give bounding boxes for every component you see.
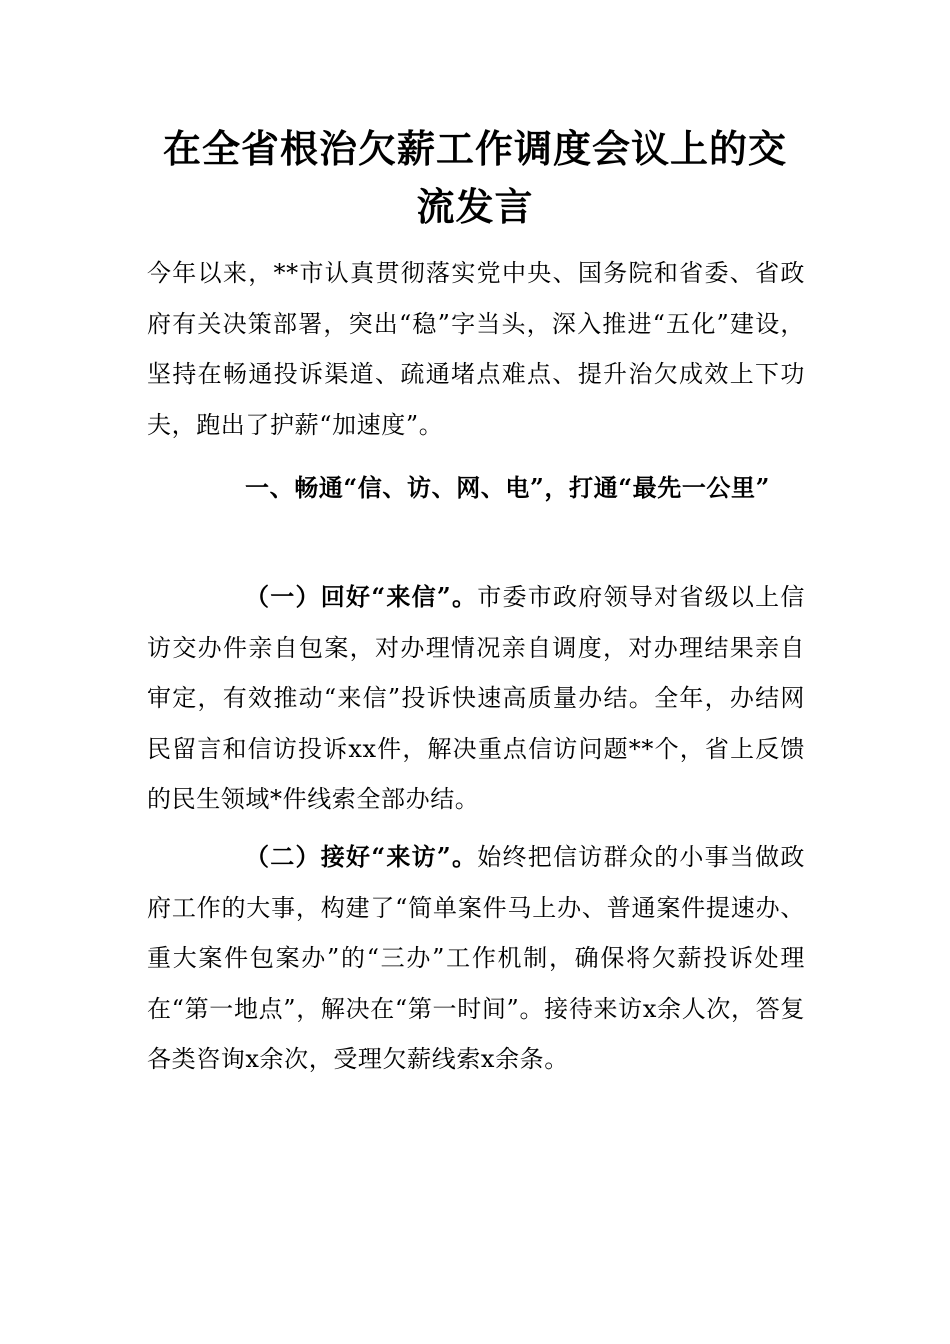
item-text-1: 市委市政府领导对省级以上信访交办件亲自包案，对办理情况亲自调度，对办理结果亲自审定，有效推动“来信”投诉快速高质量办结。全年，办结网民留言和信访投诉xx件，解决重点信访问题**个，省上反馈的民生领域*件线索全部办结。 [147,583,806,813]
section-heading-1: 一、畅通“信、访、网、电”，打通“最先一公里” [245,473,771,502]
item-paragraph-2 [147,832,805,1085]
item-lead-2: （二）接好“来访”。 [245,842,478,871]
item-paragraph-1 [147,572,805,825]
intro-paragraph: 今年以来，**市认真贯彻落实党中央、国务院和省委、省政府有关决策部署，突出“稳”字当头，深入推进“五化”建设，坚持在畅通投诉渠道、疏通堵点难点、提升治欠成效上下功夫，跑出了护薪“加速度”。 [147,259,805,439]
item-lead-1: （一）回好“来信”。 [245,582,478,611]
document-title: 在全省根治欠薪工作调度会议上的交流发言 [162,126,787,229]
item-text-2: 始终把信访群众的小事当做政府工作的大事，构建了“简单案件马上办、普通案件提速办、重大案件包案办”的“三办”工作机制，确保将欠薪投诉处理在“第一地点”，解决在“第一时间”。接待来访x余人次，答复各类咨询x余次，受理欠薪线索x余条。 [147,843,806,1073]
